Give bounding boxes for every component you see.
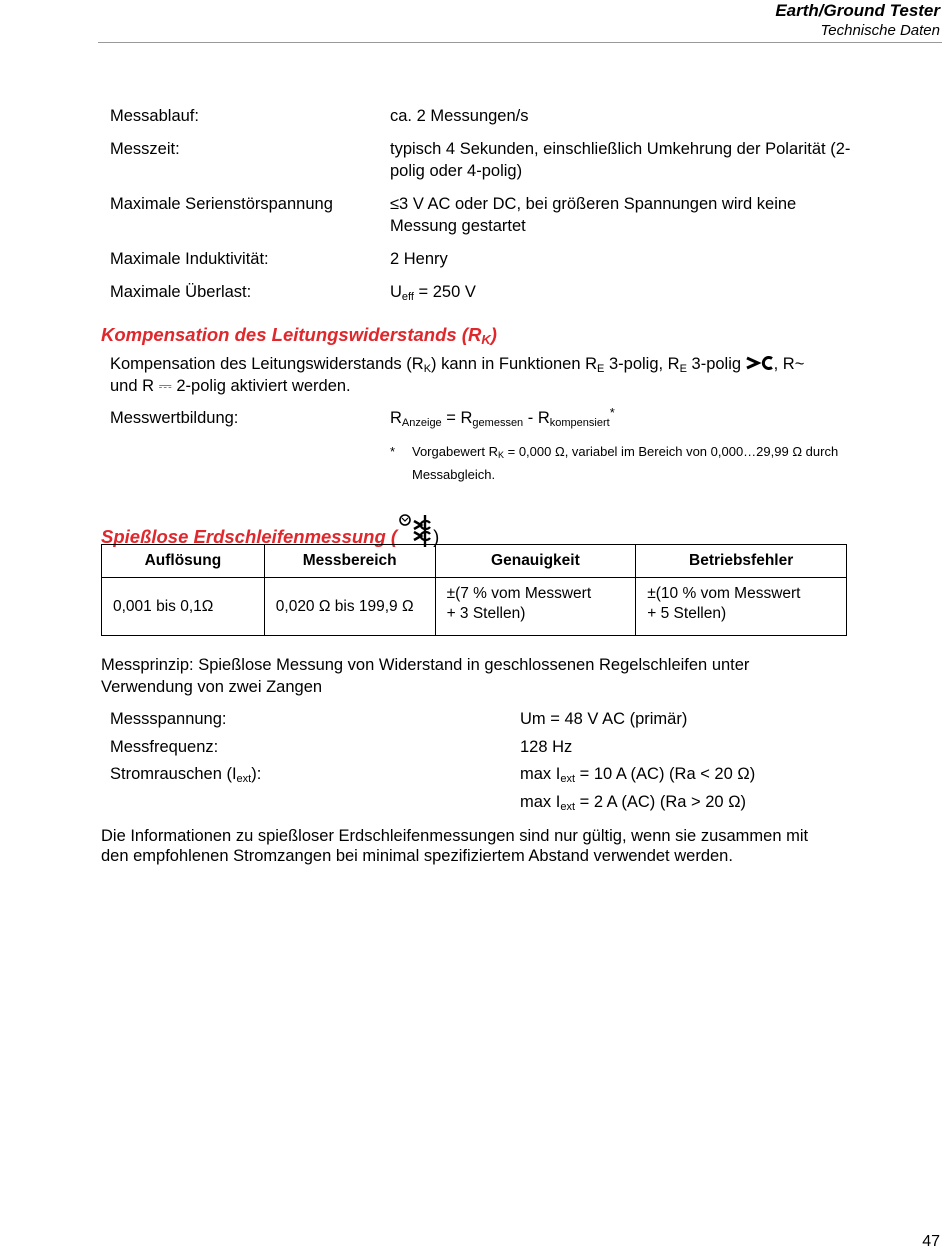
spec-label-serienstoerspannung: Maximale Serienstörspannung: [110, 195, 333, 213]
heading-erdschleifen-text: Spießlose Erdschleifenmessung (: [101, 526, 398, 547]
messprinzip-paragraph: [101, 654, 901, 698]
para-sub-e1: E: [597, 363, 605, 375]
spec-label-messspannung: Messspannung:: [110, 710, 227, 728]
cell-messbereich: 0,020 Ω bis 199,9 Ω: [264, 578, 435, 636]
stromrauschen-v2-sub: ext: [560, 801, 576, 813]
para-text-g: 2-polig aktiviert werden.: [171, 377, 351, 395]
footnote-text: [412, 440, 882, 486]
para-text-d: 3-polig: [686, 355, 746, 373]
para-sub-e2: E: [679, 363, 687, 375]
cell-genauigkeit: [435, 578, 636, 636]
heading-end: ): [490, 324, 497, 345]
table-header-aufloesung: Auflösung: [102, 545, 265, 578]
cell-betriebsfehler: [636, 578, 847, 636]
formula-label: Messwertbildung:: [110, 409, 239, 427]
stromrauschen-v1-b: = 10 A (AC) (Ra < 20 Ω): [575, 765, 756, 783]
kompensation-line-2: [110, 375, 870, 397]
formula: [390, 407, 615, 429]
spec-value-messfrequenz: 128 Hz: [520, 738, 573, 756]
info-line-2: den empfohlenen Stromzangen bei minimal spezifiziertem Abstand verwendet werden.: [101, 847, 733, 865]
ueberlast-subscript: eff: [401, 291, 414, 303]
table-header-row: [102, 545, 847, 578]
heading-erdschleifen-end: ): [433, 526, 440, 547]
spec-label-messzeit: Messzeit:: [110, 140, 180, 158]
header-divider: [98, 42, 942, 43]
messprinzip-line-2: Verwendung von zwei Zangen: [101, 678, 323, 696]
spec-value-messzeit: typisch 4 Sekunden, einschließlich Umkehrung der Polarität (2-polig oder 4-polig): [390, 140, 851, 180]
dc-symbol-icon: ⎓: [158, 377, 172, 395]
spec-value-induktivitaet: 2 Henry: [390, 250, 448, 268]
stromrauschen-text-b: ):: [251, 765, 262, 783]
para-text-c: 3-polig, R: [604, 355, 680, 373]
document-title: Earth/Ground Tester: [775, 1, 940, 20]
spec-label-induktivitaet: Maximale Induktivität:: [110, 250, 269, 268]
footnote-marker: *: [390, 444, 396, 459]
spec-label-messablauf: Messablauf:: [110, 107, 199, 125]
spec-value-serienstoerspannung: ≤3 V AC oder DC, bei größeren Spannungen wird keine Messung gestartet: [390, 195, 797, 235]
kompensation-paragraph: [110, 353, 870, 397]
cell-genauigkeit-line-2: + 3 Stellen): [446, 605, 526, 622]
heading-subscript: K: [481, 332, 491, 347]
clamp-symbol-icon: [746, 356, 774, 370]
section-heading-kompensation: [101, 324, 497, 346]
footnote-text-b: = 0,000 Ω, variabel im Bereich von 0,000…29,99 Ω durch: [504, 444, 839, 459]
formula-sub-gemessen: gemessen: [472, 417, 524, 429]
formula-sub-anzeige: Anzeige: [401, 417, 442, 429]
spec-value-ueberlast: [390, 281, 860, 303]
spec-label-messfrequenz: Messfrequenz:: [110, 738, 219, 756]
heading-text: Kompensation des Leitungswiderstands (R: [101, 324, 482, 345]
stromrauschen-sub: ext: [236, 773, 252, 785]
spec-value-messspannung: Um = 48 V AC (primär): [520, 710, 688, 728]
cell-betriebsfehler-line-1: ±(10 % vom Messwert: [647, 585, 801, 602]
messprinzip-line-1: Messprinzip: Spießlose Messung von Widerstand in geschlossenen Regelschleifen unter: [101, 656, 750, 674]
table-row: [102, 578, 847, 636]
para-text-a: Kompensation des Leitungswiderstands (R: [110, 355, 424, 373]
stromrauschen-v1-a: max I: [520, 765, 561, 783]
stromrauschen-v1-sub: ext: [560, 773, 576, 785]
stromrauschen-v2-a: max I: [520, 793, 561, 811]
spec-value-stromrauschen-1: [520, 763, 755, 785]
footnote-line-1: [412, 440, 882, 463]
formula-sub-kompensiert: kompensiert: [549, 417, 610, 429]
ueberlast-symbol: U: [390, 283, 402, 301]
footnote-sub-k: K: [498, 450, 505, 460]
spec-value-messablauf: ca. 2 Messungen/s: [390, 107, 529, 125]
formula-eq: = R: [441, 409, 473, 427]
info-paragraph: [101, 826, 901, 866]
para-sub-k: K: [423, 363, 432, 375]
document-subtitle: Technische Daten: [820, 22, 940, 39]
para-text-f: und R: [110, 377, 159, 395]
spec-label-ueberlast: Maximale Überlast:: [110, 283, 252, 301]
table-header-betriebsfehler: Betriebsfehler: [636, 545, 847, 578]
table-header-genauigkeit: Genauigkeit: [435, 545, 636, 578]
cell-aufloesung: 0,001 bis 0,1Ω: [102, 578, 265, 636]
ueberlast-rest: = 250 V: [413, 283, 476, 301]
page-number: 47: [922, 1233, 940, 1250]
footnote-line-2: Messabgleich.: [412, 467, 496, 482]
table-header-messbereich: Messbereich: [264, 545, 435, 578]
kompensation-line-1: [110, 353, 870, 375]
stromrauschen-v2-b: = 2 A (AC) (Ra > 20 Ω): [575, 793, 747, 811]
para-text-b: ) kann in Funktionen R: [431, 355, 598, 373]
info-line-1: Die Informationen zu spießloser Erdschleifenmessungen sind nur gültig, wenn sie zusammen mit: [101, 827, 809, 845]
footnote-text-a: Vorgabewert R: [412, 444, 498, 459]
formula-minus: - R: [523, 409, 550, 427]
spec-label-stromrauschen: [110, 765, 261, 784]
formula-r1: R: [390, 409, 402, 427]
stromrauschen-text-a: Stromrauschen (I: [110, 765, 237, 783]
formula-star: *: [609, 405, 615, 420]
cell-genauigkeit-line-1: ±(7 % vom Messwert: [446, 585, 592, 602]
cell-betriebsfehler-line-2: + 5 Stellen): [647, 605, 727, 622]
specification-table: [101, 544, 847, 636]
para-text-e: , R~: [773, 355, 805, 373]
spec-value-stromrauschen-2: [520, 791, 746, 813]
